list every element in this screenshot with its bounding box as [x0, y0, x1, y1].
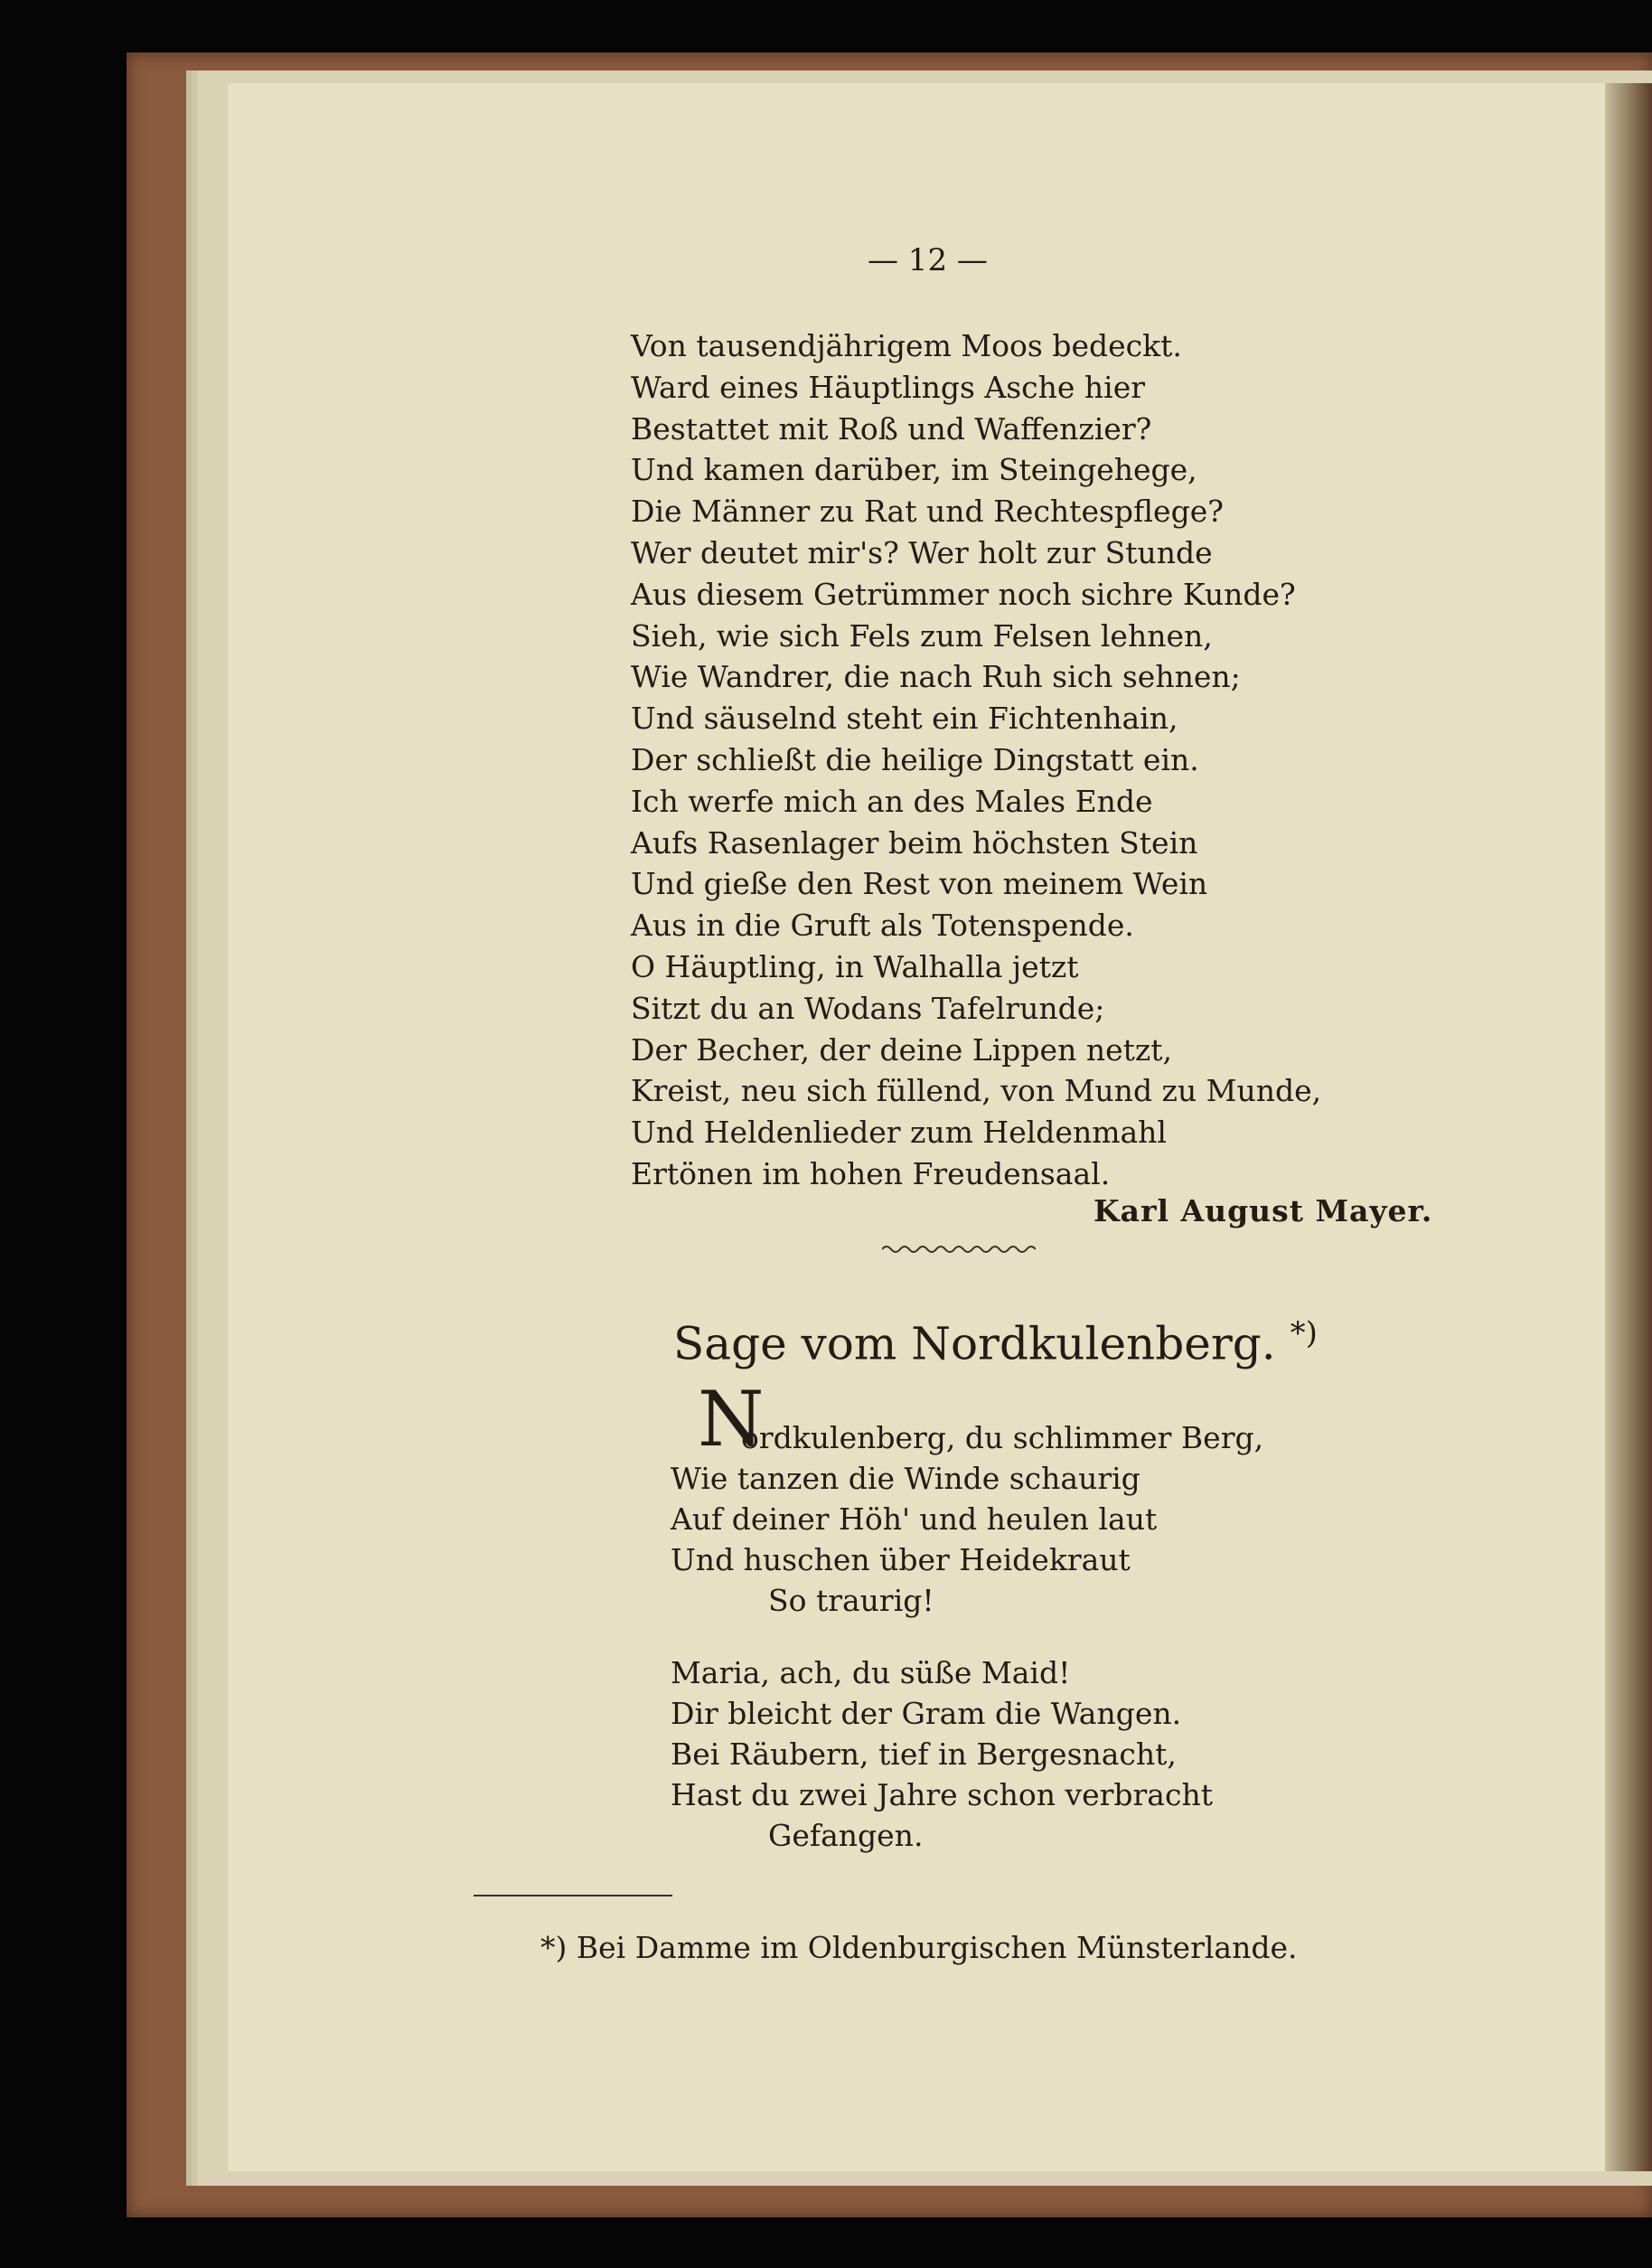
verse-line: Und gieße den Rest von meinem Wein	[631, 866, 1208, 902]
footnote-rule	[474, 1895, 672, 1896]
verse-line: Ward eines Häuptlings Asche hier	[631, 369, 1146, 405]
verse-line: Und huschen über Heidekraut	[671, 1542, 1131, 1577]
drop-cap-initial: N	[698, 1375, 765, 1463]
verse-line: Wie tanzen die Winde schaurig	[671, 1461, 1140, 1496]
verse-line: Ertönen im hohen Freudensaal.	[631, 1155, 1111, 1191]
verse-line: Sitzt du an Wodans Tafelrunde;	[631, 990, 1105, 1026]
verse-line: Hast du zwei Jahre schon verbracht	[671, 1777, 1213, 1812]
verse-line: ordkulenberg, du schlimmer Berg,	[741, 1420, 1264, 1455]
verse-line: Der Becher, der deine Lippen netzt,	[631, 1031, 1172, 1068]
verse-line: O Häuptling, in Walhalla jetzt	[631, 948, 1079, 984]
poem1-verses	[631, 325, 1321, 1195]
footnote-reference: *)	[1290, 1315, 1318, 1351]
verse-line: Gefangen.	[768, 1818, 924, 1853]
poem2-title-text: Sage vom Nordkulenberg.	[673, 1317, 1276, 1370]
verse-line: Von tausendjährigem Moos bedeckt.	[631, 328, 1182, 363]
verse-line: Und säuselnd steht ein Fichtenhain,	[631, 701, 1178, 737]
verse-line: Und Heldenlieder zum Heldenmahl	[631, 1115, 1167, 1151]
verse-line: Aus diesem Getrümmer noch sichre Kunde?	[631, 576, 1296, 612]
verse-line: Bei Räubern, tief in Bergesnacht,	[671, 1736, 1177, 1772]
verse-line: Wie Wandrer, die nach Ruh sich sehnen;	[631, 659, 1241, 695]
verse-line: Die Männer zu Rat und Rechtespflege?	[631, 494, 1224, 530]
verse-line: Sieh, wie sich Fels zum Felsen lehnen,	[631, 617, 1213, 654]
poem1-author: Karl August Mayer.	[1094, 1193, 1433, 1228]
verse-line: Auf deiner Höh' und heulen laut	[671, 1501, 1158, 1537]
verse-line: Ich werfe mich an des Males Ende	[631, 783, 1153, 819]
verse-line: So traurig!	[768, 1583, 934, 1618]
verse-line: Aus in die Gruft als Totenspende.	[631, 908, 1134, 944]
poem2-title	[673, 1315, 1318, 1370]
verse-line: Wer deutet mir's? Wer holt zur Stunde	[631, 534, 1213, 570]
page-number: — 12 —	[868, 242, 988, 278]
poem2-stanza-2	[671, 1652, 1213, 1856]
verse-line: Bestattet mit Roß und Waffenzier?	[631, 410, 1152, 447]
verse-line: Kreist, neu sich füllend, von Mund zu Munde,	[631, 1073, 1322, 1109]
verse-line: Dir bleicht der Gram die Wangen.	[671, 1696, 1182, 1731]
page-gutter	[1605, 83, 1652, 2171]
poem2-stanza-1	[671, 1417, 1263, 1621]
verse-line: Aufs Rasenlager beim höchsten Stein	[631, 824, 1198, 861]
verse-line: Maria, ach, du süße Maid!	[671, 1655, 1071, 1690]
wave-divider-ornament	[882, 1240, 1036, 1258]
verse-line: Und kamen darüber, im Steingehege,	[631, 452, 1197, 488]
footnote: *) Bei Damme im Oldenburgischen Münsterlande.	[540, 1930, 1298, 1965]
verse-line: Der schließt die heilige Dingstatt ein.	[631, 741, 1199, 777]
